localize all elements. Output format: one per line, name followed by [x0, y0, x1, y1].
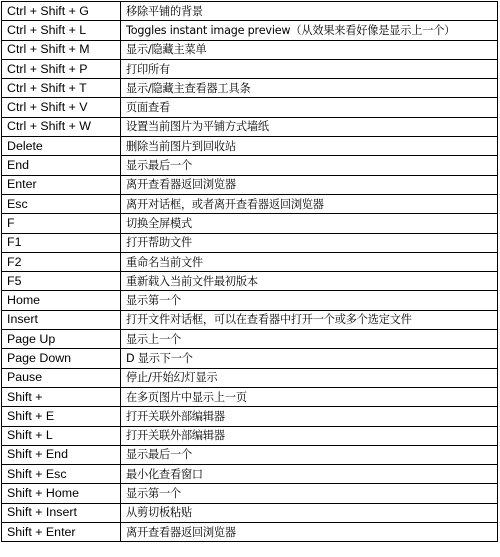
shortcut-key: Shift + Enter — [2, 523, 121, 542]
table-row — [2, 407, 498, 426]
shortcut-description: 最小化查看窗口 — [121, 465, 498, 484]
shortcut-key: Shift + Home — [2, 484, 121, 503]
shortcut-key: Shift + L — [2, 426, 121, 445]
shortcut-key: F5 — [2, 272, 121, 291]
table-row — [2, 523, 498, 542]
table-row — [2, 272, 498, 291]
shortcut-description: 重命名当前文件 — [121, 252, 498, 271]
table-row — [2, 117, 498, 136]
shortcut-description: 显示最后一个 — [121, 156, 498, 175]
shortcut-key: End — [2, 156, 121, 175]
table-row — [2, 156, 498, 175]
table-row — [2, 503, 498, 522]
table-row — [2, 79, 498, 98]
shortcut-key: F — [2, 214, 121, 233]
shortcut-key: Ctrl + Shift + W — [2, 117, 121, 136]
shortcut-description: 显示第一个 — [121, 291, 498, 310]
table-row — [2, 194, 498, 213]
shortcut-description: 重新载入当前文件最初版本 — [121, 272, 498, 291]
table-row — [2, 175, 498, 194]
shortcut-key: Esc — [2, 194, 121, 213]
table-row — [2, 368, 498, 387]
shortcut-description: 设置当前图片为平铺方式墙纸 — [121, 117, 498, 136]
table-row — [2, 214, 498, 233]
table-row — [2, 426, 498, 445]
shortcut-description: 切换全屏模式 — [121, 214, 498, 233]
shortcut-description: 移除平铺的背景 — [121, 2, 498, 21]
shortcut-key: Ctrl + Shift + L — [2, 21, 121, 40]
shortcut-key: Shift + — [2, 387, 121, 406]
shortcut-description: 在多页图片中显示上一页 — [121, 387, 498, 406]
shortcut-description: 停止/开始幻灯显示 — [121, 368, 498, 387]
shortcut-description: 打开帮助文件 — [121, 233, 498, 252]
shortcut-description: 打开文件对话框，可以在查看器中打开一个或多个选定文件 — [121, 310, 498, 329]
shortcut-key: F2 — [2, 252, 121, 271]
shortcut-description: 显示上一个 — [121, 330, 498, 349]
table-row — [2, 310, 498, 329]
shortcut-description: Toggles instant image preview（从效果来看好像是显示上一个） — [121, 21, 498, 40]
shortcut-table-body — [2, 2, 498, 542]
table-row — [2, 98, 498, 117]
shortcut-key: Home — [2, 291, 121, 310]
shortcut-table — [1, 1, 498, 542]
shortcut-description: 显示最后一个 — [121, 445, 498, 464]
shortcut-key: Shift + Esc — [2, 465, 121, 484]
shortcut-description: 打开关联外部编辑器 — [121, 426, 498, 445]
shortcut-description: 删除当前图片到回收站 — [121, 137, 498, 156]
shortcut-description: 显示/隐藏主菜单 — [121, 40, 498, 59]
shortcut-description: 显示第一个 — [121, 484, 498, 503]
shortcut-key: Page Up — [2, 330, 121, 349]
shortcut-description: 显示/隐藏主查看器工具条 — [121, 79, 498, 98]
shortcut-description: 离开查看器返回浏览器 — [121, 523, 498, 542]
shortcut-description: 离开查看器返回浏览器 — [121, 175, 498, 194]
table-row — [2, 252, 498, 271]
shortcut-description: 页面查看 — [121, 98, 498, 117]
shortcut-key: Pause — [2, 368, 121, 387]
shortcut-key: Page Down — [2, 349, 121, 368]
shortcut-key: Shift + Insert — [2, 503, 121, 522]
table-row — [2, 445, 498, 464]
shortcut-key: Ctrl + Shift + T — [2, 79, 121, 98]
table-row — [2, 291, 498, 310]
shortcut-key: Ctrl + Shift + M — [2, 40, 121, 59]
shortcut-key: Ctrl + Shift + V — [2, 98, 121, 117]
shortcut-description: 从剪切板粘贴 — [121, 503, 498, 522]
shortcut-description: 打开关联外部编辑器 — [121, 407, 498, 426]
table-row — [2, 330, 498, 349]
shortcut-key: Shift + E — [2, 407, 121, 426]
shortcut-key: Ctrl + Shift + P — [2, 59, 121, 78]
table-row — [2, 465, 498, 484]
shortcut-description: 打印所有 — [121, 59, 498, 78]
shortcut-description: D 显示下一个 — [121, 349, 498, 368]
shortcut-key: Delete — [2, 137, 121, 156]
shortcut-description: 离开对话框，或者离开查看器返回浏览器 — [121, 194, 498, 213]
table-row — [2, 21, 498, 40]
shortcut-key: Shift + End — [2, 445, 121, 464]
table-row — [2, 137, 498, 156]
table-row — [2, 233, 498, 252]
table-row — [2, 387, 498, 406]
table-row — [2, 484, 498, 503]
shortcut-key: F1 — [2, 233, 121, 252]
table-row — [2, 349, 498, 368]
shortcut-key: Enter — [2, 175, 121, 194]
table-row — [2, 40, 498, 59]
shortcut-key: Insert — [2, 310, 121, 329]
table-row — [2, 2, 498, 21]
shortcut-key: Ctrl + Shift + G — [2, 2, 121, 21]
table-row — [2, 59, 498, 78]
